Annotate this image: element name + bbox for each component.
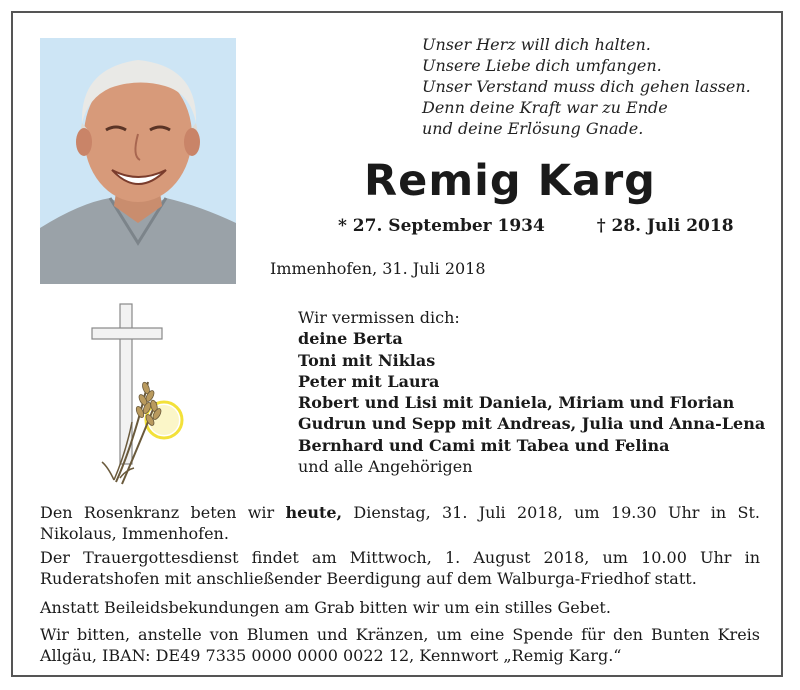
death-date: † 28. Juli 2018 — [596, 216, 734, 236]
mourner-name: Toni mit Niklas — [298, 350, 436, 370]
portrait-photo — [40, 38, 236, 284]
cross-with-wheat-icon — [86, 302, 196, 487]
rosary-today: heute, — [285, 503, 343, 522]
mourner-name: Peter mit Laura — [298, 371, 440, 391]
mourner-name: Bernhard und Cami mit Tabea und Felina — [298, 435, 670, 455]
poem-line: Unser Verstand muss dich gehen lassen. — [422, 77, 751, 96]
mourners-outro: und alle Angehörigen — [298, 457, 473, 477]
poem-line: Denn deine Kraft war zu Ende — [422, 98, 668, 117]
rosary-text-start: Den Rosenkranz beten wir — [40, 503, 286, 522]
mourner-name: deine Berta — [298, 329, 403, 349]
birth-date: * 27. September 1934 — [338, 216, 545, 236]
poem-line: Unsere Liebe dich umfangen. — [422, 56, 662, 75]
mourner-name: Gudrun und Sepp mit Andreas, Julia und Anna-Lena — [298, 414, 766, 434]
poem-line: Unser Herz will dich halten. — [422, 35, 651, 54]
rosary-text-end: Dienstag, 31. Juli 2018, um 19.30 Uhr in St. Nikolaus, Immenhofen. — [40, 503, 760, 543]
place-and-date: Immenhofen, 31. Juli 2018 — [270, 259, 486, 278]
mourners-list — [298, 307, 765, 477]
condolence-notice: Anstatt Beileidsbekundungen am Grab bitten wir um ein stilles Gebet. — [40, 598, 611, 617]
funeral-notice: Der Trauergottesdienst findet am Mittwoch, 1. August 2018, um 10.00 Uhr in Ruderatshofen mit anschließender Beerdigung auf dem Walburga-Friedhof statt. — [40, 548, 760, 588]
deceased-name: Remig Karg — [364, 156, 656, 206]
mourner-name: Robert und Lisi mit Daniela, Miriam und Florian — [298, 393, 735, 413]
life-dates — [338, 216, 734, 236]
rosary-notice — [40, 502, 760, 544]
poem — [422, 34, 751, 139]
poem-line: und deine Erlösung Gnade. — [422, 119, 644, 138]
donation-notice: Wir bitten, anstelle von Blumen und Kränzen, um eine Spende für den Bunten Kreis Allgäu, IBAN: DE49 7335 0000 0000 0022 12, Kennwort „Remig Karg.“ — [40, 625, 760, 665]
mourners-intro: Wir vermissen dich: — [298, 308, 460, 327]
